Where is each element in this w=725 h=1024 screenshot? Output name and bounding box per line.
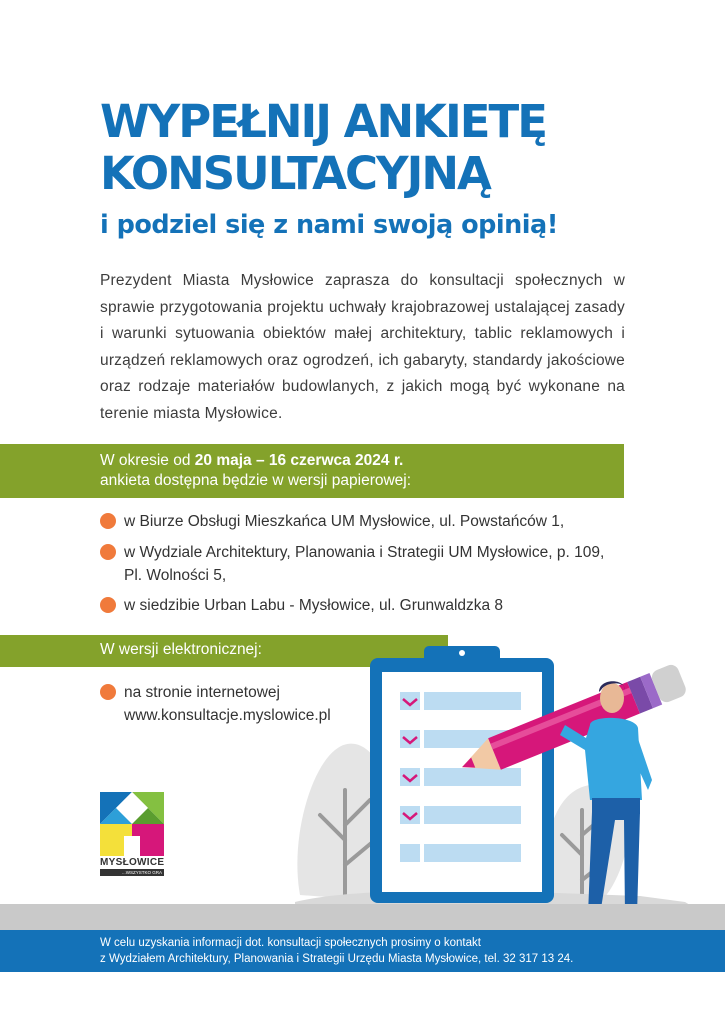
- headline-line-2: KONSULTACYJNĄ: [100, 147, 490, 200]
- period-prefix: W okresie od: [100, 452, 195, 469]
- location-item: [100, 510, 564, 533]
- logo-name: MYSŁOWICE: [100, 857, 165, 868]
- electronic-header: W wersji elektronicznej:: [100, 641, 262, 658]
- headline-subtitle: i podziel się z nami swoją opinią!: [100, 210, 558, 240]
- location-text: w Biurze Obsługi Mieszkańca UM Mysłowice, ul. Powstańców 1,: [124, 513, 565, 530]
- footer-line-1: W celu uzyskania informacji dot. konsultacji społecznych prosimy o kontakt: [100, 937, 481, 949]
- electronic-line-1: na stronie internetowej: [124, 684, 280, 701]
- clipboard-illustration: [290, 640, 700, 930]
- headline-line-1: WYPEŁNIJ ANKIETĘ: [100, 95, 546, 148]
- location-text: w siedzibie Urban Labu - Mysłowice, ul. Grunwaldzka 8: [124, 597, 504, 614]
- bullet-dot-icon: [100, 684, 116, 700]
- location-text: w Wydziale Architektury, Planowania i Strategii UM Mysłowice, p. 109, Pl. Wolności 5,: [124, 544, 605, 584]
- bullet-dot-icon: [100, 597, 116, 613]
- bullet-dot-icon: [100, 544, 116, 560]
- footer-contact-bar: [0, 930, 725, 972]
- website-link[interactable]: www.konsultacje.myslowice.pl: [124, 707, 331, 724]
- bullet-dot-icon: [100, 513, 116, 529]
- intro-paragraph: Prezydent Miasta Mysłowice zaprasza do konsultacji społecznych w sprawie przygotowania projektu uchwały krajobrazowej ustalającej zasady i warunki sytuowania obiektów małej architektury, tablic reklamowych i urządzeń reklamowych oraz ogrodzeń, ich gabaryty, standardy jakościowe oraz rodzaje materiałów budowlanych, z jakich mogą być wykonane na terenie miasta Mysłowice.: [100, 272, 625, 422]
- period-banner: [0, 444, 624, 498]
- location-item: [100, 541, 620, 587]
- footer-line-2: z Wydziałem Architektury, Planowania i Strategii Urzędu Miasta Mysłowice, tel. 32 317 13 24.: [100, 953, 574, 965]
- logo-tagline: ...WSZYSTKO GRA: [100, 869, 164, 876]
- clipboard-icon: [370, 646, 554, 903]
- location-item: [100, 594, 503, 617]
- period-dates: 20 maja – 16 czerwca 2024 r.: [194, 452, 404, 469]
- period-paper-note: ankieta dostępna będzie w wersji papierowej:: [100, 472, 412, 489]
- city-logo-icon: [100, 792, 164, 856]
- footer-gray-band: [0, 904, 725, 930]
